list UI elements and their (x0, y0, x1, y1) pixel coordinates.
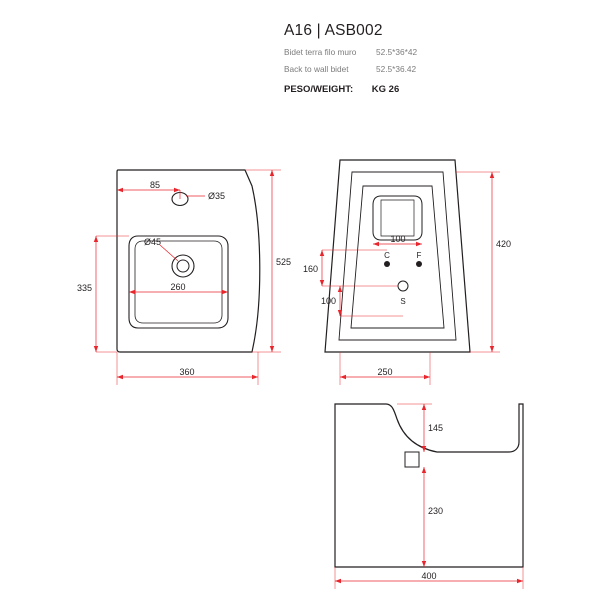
description-italian-value: 52.5*36*42 (376, 46, 418, 57)
top-view-drawing (77, 170, 291, 385)
dim-100-top: 100 (390, 234, 406, 244)
side-view-outlet (405, 452, 419, 467)
arrow-230-top (422, 467, 426, 473)
dim-85: 85 (149, 180, 161, 190)
arrow-400-right (517, 579, 523, 583)
arrow-160-bottom (320, 280, 324, 286)
hot-inlet-point (416, 261, 422, 267)
arrow-250-right (424, 375, 430, 379)
arrow-360-left (117, 375, 123, 379)
arrow-160-top (320, 250, 324, 256)
description-italian-label: Bidet terra filo muro (284, 46, 357, 57)
front-view-inner-outline (339, 172, 456, 340)
arrow-420-top (490, 172, 494, 178)
weight-value: KG 26 (371, 83, 400, 95)
dim-420: 420 (496, 239, 512, 249)
side-view-drawing (335, 404, 523, 589)
label-drain: S (400, 297, 406, 306)
dim-260: 260 (170, 282, 186, 292)
arrow-85-left (117, 188, 123, 192)
arrow-100t-left (373, 242, 379, 246)
cold-inlet-point (384, 261, 390, 267)
arrow-260-left (129, 290, 135, 294)
arrow-525-top (270, 170, 274, 176)
front-view-recess (351, 186, 444, 328)
dim-400: 400 (421, 571, 437, 581)
arrow-360-right (252, 375, 258, 379)
arrow-525-bottom (270, 346, 274, 352)
arrow-260-right (222, 290, 228, 294)
dim-360: 360 (179, 367, 195, 377)
arrow-250-left (340, 375, 346, 379)
dim-230: 230 (428, 506, 444, 516)
description-english-value: 52.5*36.42 (376, 63, 417, 74)
drain-inner (177, 260, 189, 272)
leader-dia45 (160, 245, 178, 261)
arrow-230-bottom (422, 561, 426, 567)
page-title: A16 | ASB002 (284, 22, 383, 39)
front-view-drawing (303, 160, 511, 385)
dim-160: 160 (302, 264, 318, 274)
weight-label: PESO/WEIGHT: (284, 83, 354, 95)
dim-dia35: Ø35 (208, 191, 226, 201)
arrow-335-top (94, 236, 98, 242)
dim-250: 250 (377, 367, 393, 377)
arrow-100t-right (416, 242, 422, 246)
drain-point (398, 281, 408, 291)
arrow-420-bottom (490, 346, 494, 352)
arrow-100v-top (338, 286, 342, 292)
dim-100-vertical: 100 (320, 296, 336, 306)
front-view-tank-inner (381, 200, 414, 236)
arrow-335-bottom (94, 346, 98, 352)
label-hot: F (416, 251, 422, 260)
dim-335: 335 (76, 283, 92, 293)
arrow-85-right (174, 188, 180, 192)
label-cold: C (384, 251, 390, 260)
dim-145: 145 (428, 423, 444, 433)
top-view-outline (117, 170, 260, 352)
arrow-400-left (335, 579, 341, 583)
arrow-145-top (422, 404, 426, 410)
dim-525: 525 (276, 257, 292, 267)
dim-dia45: Ø45 (144, 237, 162, 247)
description-english-label: Back to wall bidet (284, 63, 349, 74)
front-view-outline (325, 160, 470, 352)
